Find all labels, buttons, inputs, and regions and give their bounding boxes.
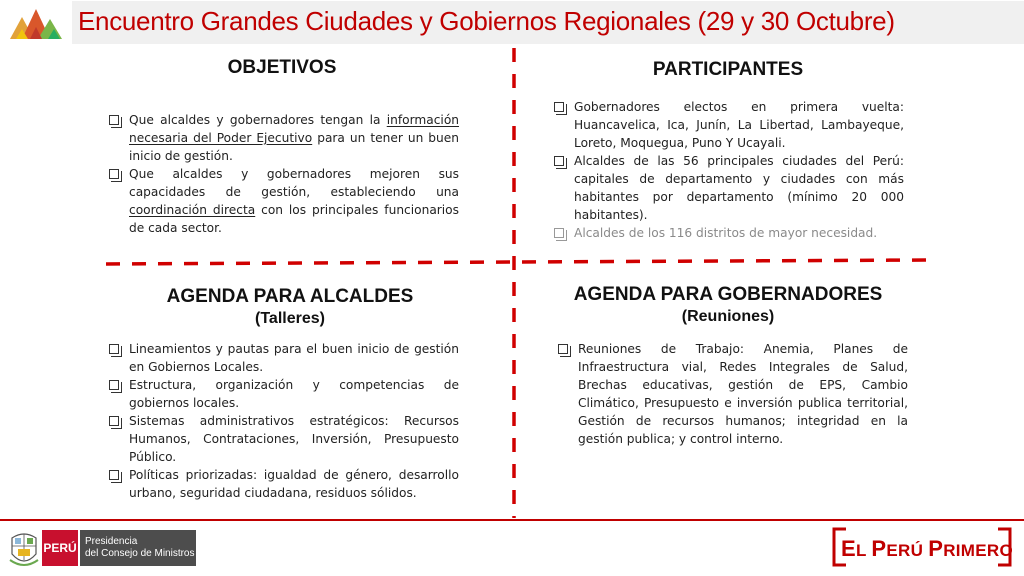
list-item — [107, 111, 459, 165]
brand-letter: E — [841, 536, 856, 561]
item-text: Gobernadores electos en primera vuelta: Huancavelica, Ica, Junín, La Libertad, Lambayeque, Loreto, Moquegua, Puno Y Ucayali. — [574, 100, 904, 150]
objetivos-heading: OBJETIVOS — [227, 57, 337, 78]
list-item — [556, 340, 908, 448]
list-item — [107, 165, 459, 237]
objetivos-list — [107, 111, 459, 237]
pcm-label-box — [80, 530, 196, 566]
participantes-list — [552, 98, 904, 242]
brand-letters: L — [855, 541, 872, 560]
triangles-logo-icon — [8, 5, 64, 41]
horizontal-divider — [106, 255, 926, 269]
agenda-alcaldes-heading: AGENDA PARA ALCALDES — [166, 286, 414, 307]
list-item — [552, 152, 904, 224]
vertical-divider — [512, 48, 516, 518]
item-emphasis: coordinación directa — [129, 203, 256, 217]
item-text: Alcaldes de los 116 distritos de mayor necesidad. — [574, 226, 878, 240]
brand-letter: P — [871, 536, 887, 561]
item-text: Estructura, organización y competencias de gobiernos locales. — [129, 378, 459, 410]
agenda-alcaldes-list — [107, 340, 459, 502]
slide-title: Encuentro Grandes Ciudades y Gobiernos Regionales (29 y 30 Octubre) — [78, 6, 895, 36]
item-text: para un tener un buen inicio de gestión. — [129, 131, 459, 163]
checkbox-bullet-icon — [109, 380, 119, 390]
agenda-gobernadores-list — [556, 340, 908, 448]
item-text: Que alcaldes y gobernadores tengan la — [129, 113, 387, 127]
brand-el-peru-primero — [841, 536, 1013, 562]
item-emphasis: información necesaria del Poder Ejecutivo — [129, 113, 459, 145]
list-item — [107, 340, 459, 376]
checkbox-bullet-icon — [554, 156, 564, 166]
item-text: Alcaldes de las 56 principales ciudades del Perú: capitales de departamento y ciudades con más habitantes por departamento (mínimo 20 000 habitantes). — [574, 154, 904, 222]
checkbox-bullet-icon — [109, 115, 119, 125]
checkbox-bullet-icon — [558, 344, 568, 354]
item-text: Políticas priorizadas: igualdad de género, desarrollo urbano, seguridad ciudadana, residuos sólidos. — [129, 468, 459, 500]
participantes-heading: PARTICIPANTES — [652, 59, 804, 80]
pcm-line-1: Presidencia — [85, 536, 138, 547]
item-text: Sistemas administrativos estratégicos: Recursos Humanos, Contrataciones, Inversión, Presupuesto Público. — [129, 414, 459, 464]
peru-coat-of-arms-icon — [8, 530, 40, 568]
footer-divider — [0, 519, 1024, 521]
peru-label: PERÚ — [43, 541, 77, 555]
brand-letters: RIMERO — [943, 541, 1013, 560]
checkbox-bullet-icon — [554, 228, 564, 238]
list-item — [107, 376, 459, 412]
checkbox-bullet-icon — [109, 416, 119, 426]
list-item — [552, 224, 904, 242]
checkbox-bullet-icon — [109, 470, 119, 480]
checkbox-bullet-icon — [109, 344, 119, 354]
item-text: Reuniones de Trabajo: Anemia, Planes de Infraestructura vial, Redes Integrales de Salud, Brechas educativas, gestión de EPS, Cambio Climático, Presupuesto e inversión publica territorial, Gestión de recursos humanos; integridad en la gestión publica; y control interno. — [578, 342, 908, 446]
item-text: con los principales funcionarios de cada sector. — [129, 203, 459, 235]
agenda-gobernadores-subheading: (Reuniones) — [681, 308, 775, 325]
list-item — [107, 466, 459, 502]
pcm-line-2: del Consejo de Ministros — [85, 548, 195, 559]
item-text: Lineamientos y pautas para el buen inicio de gestión en Gobiernos Locales. — [129, 342, 459, 374]
brand-letter: P — [928, 536, 944, 561]
brand-letters: ERÚ — [886, 541, 929, 560]
list-item — [107, 412, 459, 466]
list-item — [552, 98, 904, 152]
slide-header — [0, 0, 1024, 46]
peru-label-box — [42, 530, 78, 566]
checkbox-bullet-icon — [109, 169, 119, 179]
item-text: Que alcaldes y gobernadores mejoren sus capacidades de gestión, estableciendo una — [129, 167, 459, 199]
agenda-alcaldes-subheading: (Talleres) — [255, 310, 325, 327]
checkbox-bullet-icon — [554, 102, 564, 112]
agenda-gobernadores-heading: AGENDA PARA GOBERNADORES — [573, 284, 883, 305]
